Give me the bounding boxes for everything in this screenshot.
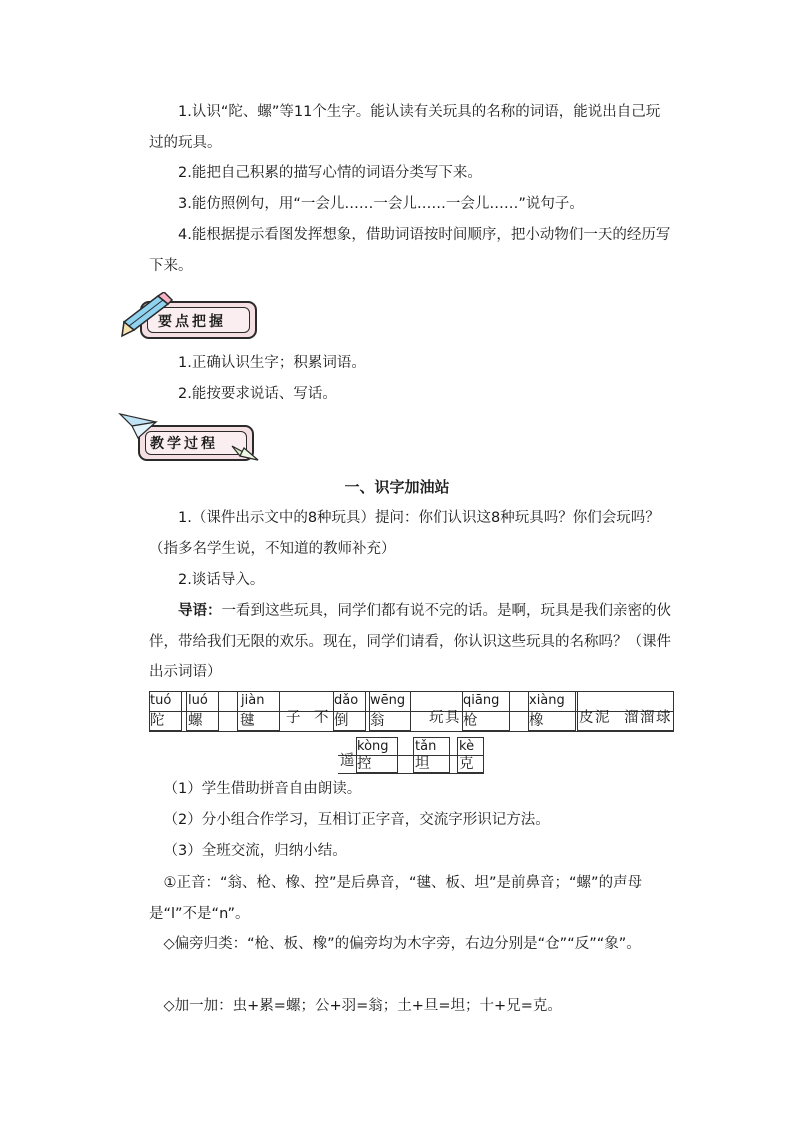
guide-label: 导语： — [178, 603, 222, 619]
char-liu-1: 溜 — [624, 710, 639, 726]
pinyin-xiang: xiàng — [529, 693, 565, 708]
guide-text: 一看到这些玩具，同学们都有说不完的话。是啊，玩具是我们亲密的伙伴，带给我们无限的欢乐。现在，同学们请看，你认识这些玩具的名称吗？（课件出示词语） — [149, 603, 671, 680]
char-wan: 玩 — [429, 710, 444, 726]
pinyin-kong: kòng — [357, 739, 389, 754]
char-xiang: 橡 — [529, 713, 544, 729]
banner-key-points-label: 要点把握 — [158, 314, 226, 330]
key-point-1: 1.正确认识生字；积累词语。 — [178, 355, 366, 371]
goal-2: 2.能把自己积累的描写心情的词语分类写下来。 — [178, 165, 482, 181]
char-kong: 控 — [357, 756, 372, 772]
note-add-up: ◇加一加：虫+累=螺；公+羽=翁；土+旦=坦；十+兄=克。 — [163, 998, 562, 1014]
char-tuo: 陀 — [150, 713, 165, 729]
char-ni: 泥 — [595, 710, 610, 726]
pinyin-qiang: qiāng — [463, 693, 500, 708]
char-ke: 克 — [459, 756, 474, 772]
pinyin-tuo: tuó — [150, 693, 172, 708]
char-luo: 螺 — [188, 713, 203, 729]
sub-step-2: （2）分小组合作学习，互相订正字音，交流字形识记方法。 — [163, 812, 550, 828]
sub-step-1: （1）学生借助拼音自由朗读。 — [163, 781, 362, 797]
goal-4: 4.能根据提示看图发挥想象，借助词语按时间顺序，把小动物们一天的经历写下来。 — [149, 227, 671, 274]
pinyin-weng: wēng — [370, 693, 406, 708]
char-qiang: 枪 — [463, 713, 478, 729]
char-pi: 皮 — [579, 710, 594, 726]
pinyin-tan: tǎn — [415, 739, 437, 754]
char-liu-2: 溜 — [640, 710, 655, 726]
char-ju: 具 — [445, 710, 460, 726]
banner-teaching-process — [118, 412, 258, 464]
pinyin-dao: dǎo — [334, 693, 359, 708]
pinyin-jian: jiàn — [241, 693, 265, 708]
guide-paragraph — [149, 596, 674, 688]
step-2: 2.谈话导入。 — [178, 572, 265, 588]
pinyin-ke: kè — [459, 739, 475, 754]
char-weng: 翁 — [370, 713, 385, 729]
char-zi: 子 — [286, 710, 301, 726]
char-yao: 遥 — [340, 753, 355, 769]
char-bu: 不 — [314, 710, 329, 726]
pinyin-luo: luó — [188, 693, 208, 708]
note-pronunciation: ①正音：“翁、枪、橡、控”是后鼻音，“毽、板、坦”是前鼻音；“螺”的声母是“l”不是“n”。 — [149, 875, 643, 922]
char-qiu: 球 — [656, 710, 671, 726]
banner-key-points — [118, 292, 258, 340]
goal-1: 1.认识“陀、螺”等11个生字。能认读有关玩具的名称的词语，能说出自己玩过的玩具。 — [149, 104, 661, 151]
sub-step-3: （3）全班交流，归纳小结。 — [163, 843, 347, 859]
paper-plane-small-icon — [230, 442, 260, 464]
goal-3: 3.能仿照例句，用“一会儿……一会儿……一会儿……”说句子。 — [178, 196, 584, 212]
char-jian: 毽 — [240, 713, 255, 729]
banner-teaching-process-label: 教学过程 — [150, 436, 218, 452]
char-dao: 倒 — [334, 713, 349, 729]
char-tan: 坦 — [415, 756, 430, 772]
step-1: 1.（课件出示文中的8种玩具）提问：你们认识这8种玩具吗？你们会玩吗？（指多名学生说，不知道的教师补充） — [149, 510, 660, 557]
key-point-2: 2.能按要求说话、写话。 — [178, 386, 337, 402]
section-title: 一、识字加油站 — [344, 478, 450, 496]
note-radicals: ◇偏旁归类：“枪、板、橡”的偏旁均为木字旁，右边分别是“仓”“反”“象”。 — [163, 936, 641, 952]
